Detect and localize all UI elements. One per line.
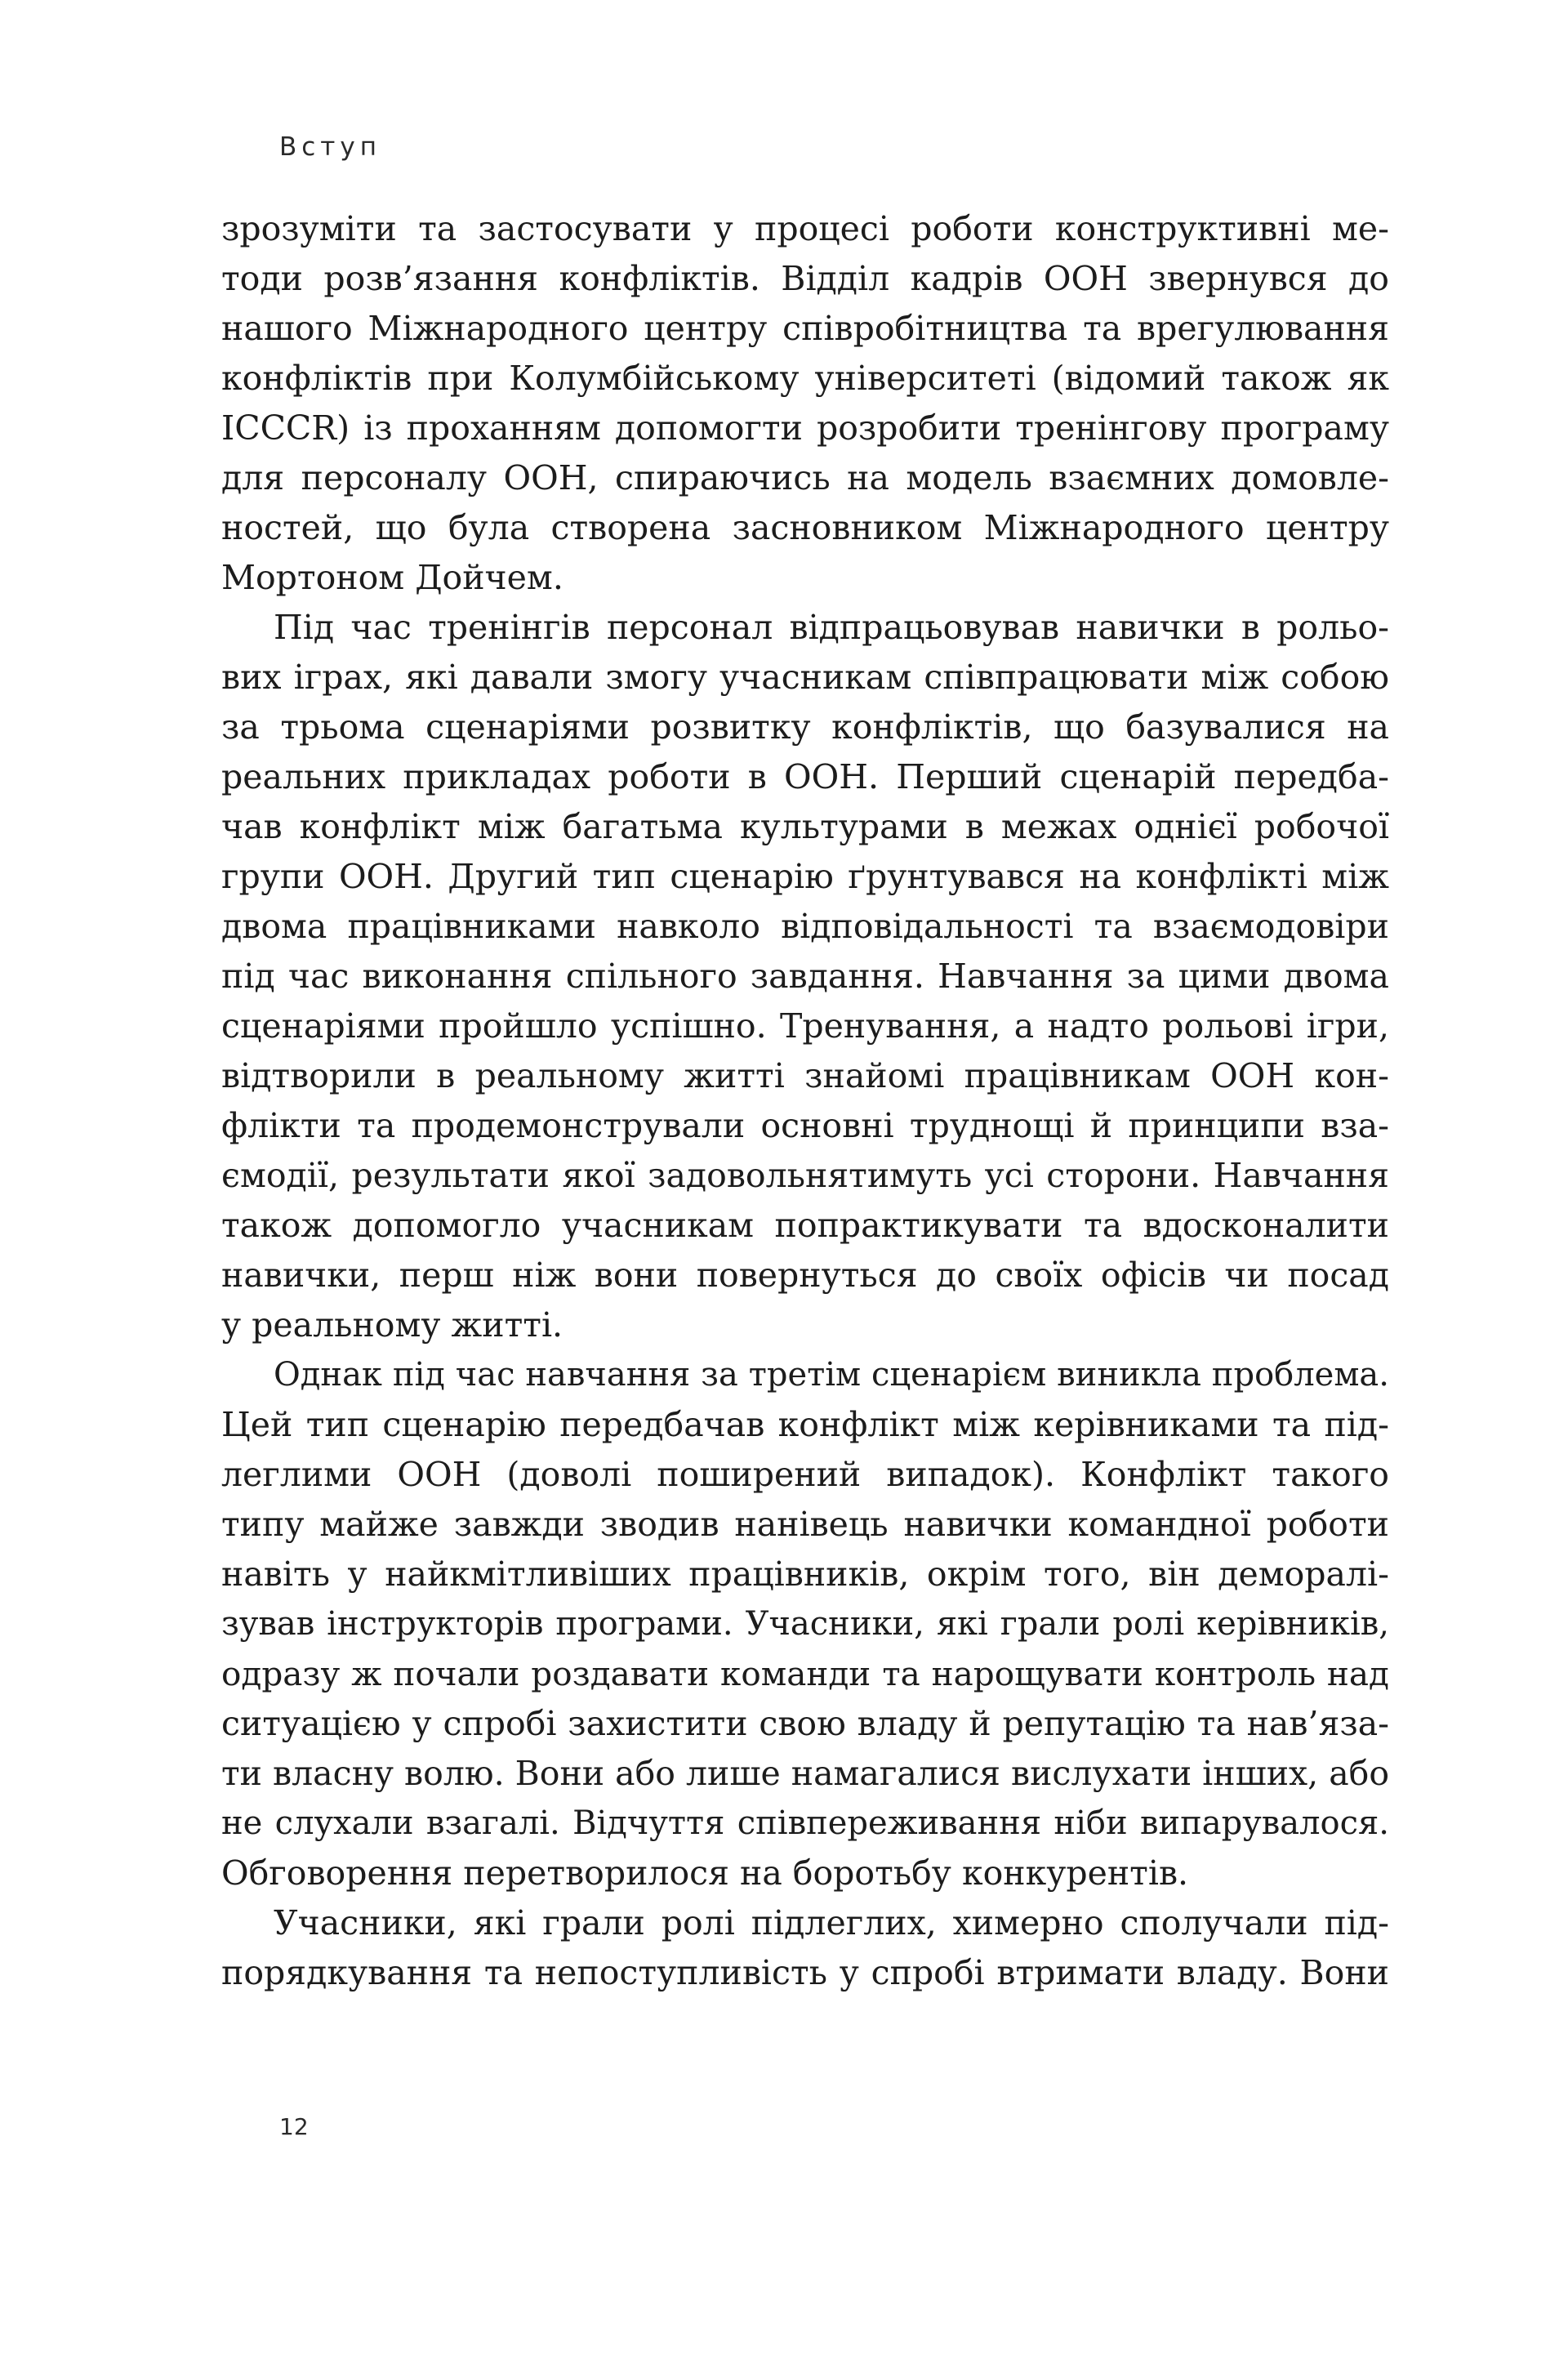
- text-line: нашого Міжнародного центру співробітництва та врегулювання: [221, 309, 1389, 348]
- text-line: не слухали взагалі. Відчуття співпереживання ніби випарувалося.: [221, 1804, 1389, 1842]
- page-number: 12: [279, 2113, 309, 2140]
- text-line: Учасники, які грали ролі підлеглих, химерно сполучали під-: [274, 1903, 1389, 1942]
- text-line: ти власну волю. Вони або лише намагалися вислухати інших, або: [221, 1754, 1389, 1793]
- text-line: ICCCR) із проханням допомогти розробити тренінгову програму: [221, 408, 1389, 448]
- body-text: [221, 204, 1389, 1998]
- text-line: під час виконання спільного завдання. Навчання за цими двома: [221, 957, 1389, 996]
- text-line: конфліктів при Колумбійському університеті (відомий також як: [221, 359, 1389, 398]
- text-line: сценаріями пройшло успішно. Тренування, а надто рольові ігри,: [221, 1006, 1389, 1046]
- text-line: флікти та продемонстрували основні труднощі й принципи вза-: [221, 1106, 1389, 1145]
- text-line: навіть у найкмітливіших працівників, окрім того, він деморалі-: [221, 1554, 1389, 1594]
- text-line: типу майже завжди зводив нанівець навички командної роботи: [221, 1505, 1389, 1544]
- text-line: ностей, що була створена засновником Міжнародного центру: [221, 508, 1389, 547]
- text-line: двома працівниками навколо відповідальності та взаємодовіри: [221, 907, 1389, 946]
- text-line: навички, перш ніж вони повернуться до своїх офісів чи посад: [221, 1256, 1389, 1295]
- text-line: реальних прикладах роботи в ООН. Перший сценарій передба-: [221, 757, 1389, 796]
- text-line: порядкування та непоступливість у спробі втримати владу. Вони: [221, 1953, 1389, 1992]
- text-line: за трьома сценаріями розвитку конфліктів, що базувалися на: [221, 707, 1389, 747]
- text-line: зував інструкторів програми. Учасники, які грали ролі керівників,: [221, 1605, 1389, 1643]
- text-line: вих іграх, які давали змогу учасникам співпрацювати між собою: [221, 658, 1389, 697]
- text-line: Однак під час навчання за третім сценарієм виникла проблема.: [274, 1356, 1389, 1394]
- text-line: у реальному житті.: [221, 1305, 564, 1345]
- running-head: Вступ: [279, 132, 381, 162]
- text-line: Мортоном Дойчем.: [221, 558, 564, 597]
- text-line: тоди розв’язання конфліктів. Відділ кадрів ООН звернувся до: [221, 259, 1389, 298]
- text-line: групи ООН. Другий тип сценарію ґрунтувався на конфлікті між: [221, 857, 1389, 896]
- text-line: леглими ООН (доволі поширений випадок). Конфлікт такого: [221, 1455, 1389, 1494]
- text-line: Цей тип сценарію передбачав конфлікт між керівниками та під-: [221, 1405, 1389, 1444]
- text-line: одразу ж почали роздавати команди та нарощувати контроль над: [221, 1654, 1389, 1693]
- text-line: для персоналу ООН, спираючись на модель взаємних домовле-: [221, 458, 1389, 497]
- text-line: також допомогло учасникам попрактикувати та вдосконалити: [221, 1206, 1389, 1245]
- text-line: зрозуміти та застосувати у процесі роботи конструктивні ме-: [221, 209, 1389, 248]
- text-line: чав конфлікт між багатьма культурами в межах однієї робочої: [221, 807, 1389, 846]
- text-line: відтворили в реальному житті знайомі працівникам ООН кон-: [221, 1056, 1389, 1095]
- text-line: Під час тренінгів персонал відпрацьовував навички в рольо-: [274, 608, 1389, 647]
- text-line: ситуацією у спробі захистити свою владу й репутацію та нав’яза-: [221, 1704, 1389, 1743]
- text-line: ємодії, результати якої задовольнятимуть усі сторони. Навчання: [221, 1156, 1389, 1195]
- text-line: Обговорення перетворилося на боротьбу конкурентів.: [221, 1853, 1189, 1893]
